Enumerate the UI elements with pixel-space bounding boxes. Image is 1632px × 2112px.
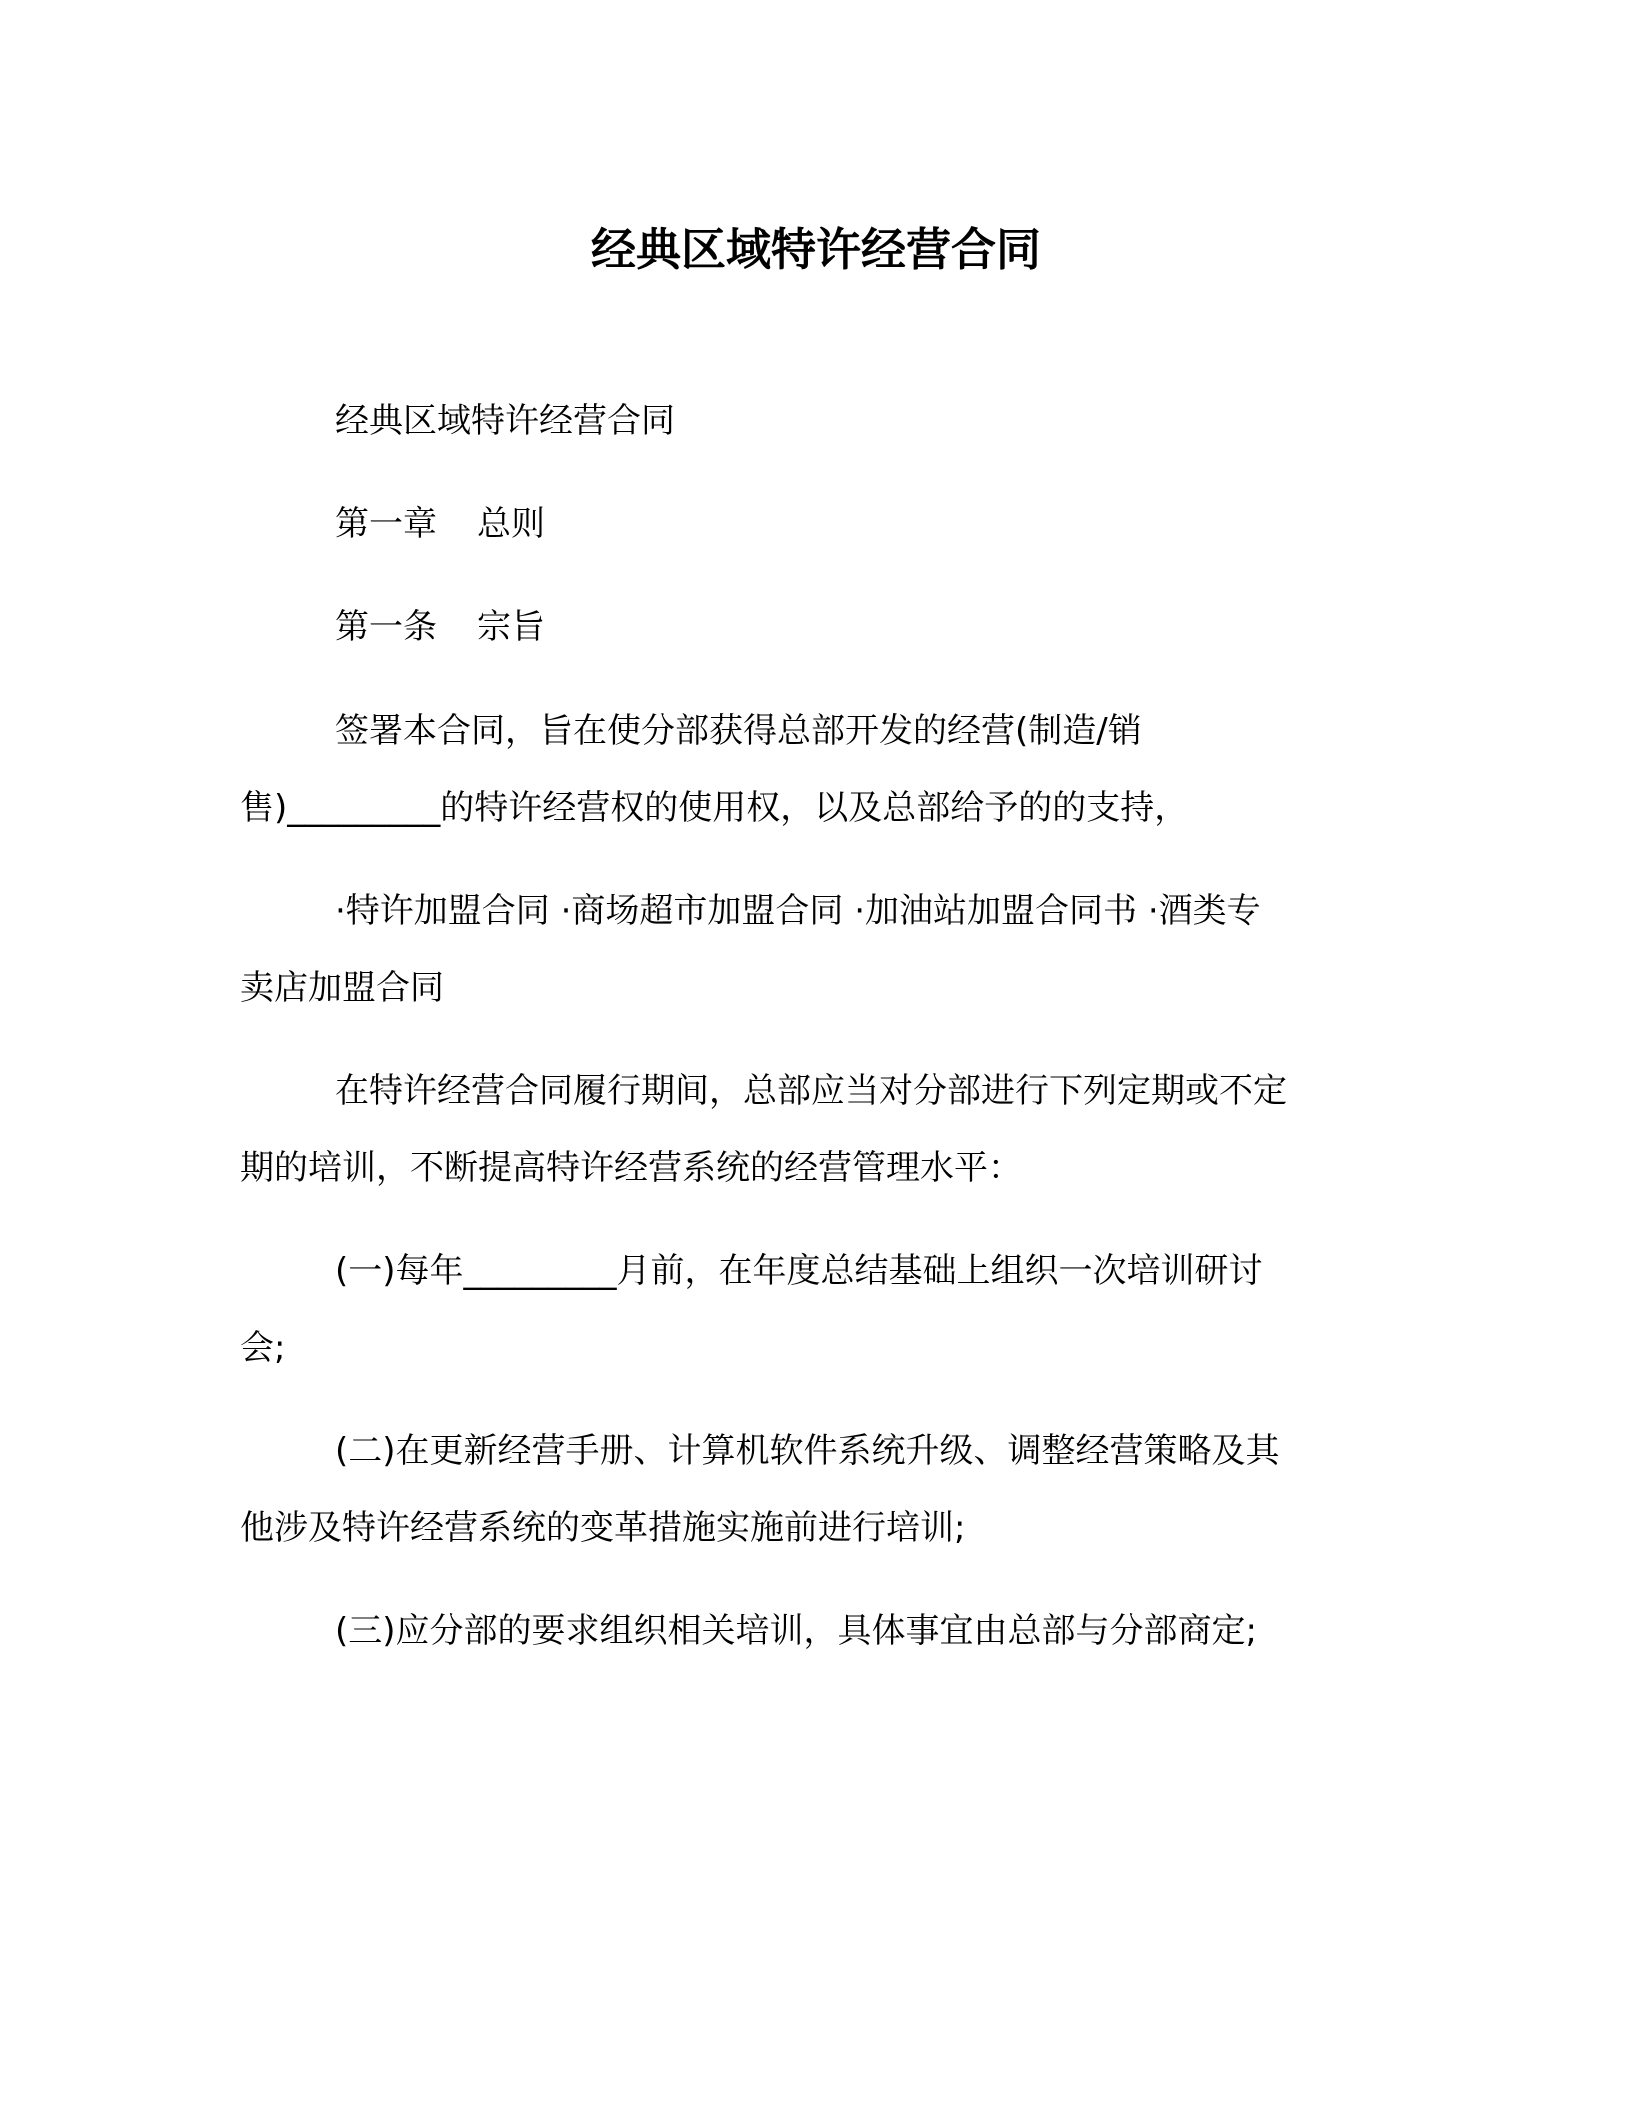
document-title: 经典区域特许经营合同	[590, 223, 1041, 276]
paragraph-line: (二)在更新经营手册、计算机软件系统升级、调整经营策略及其	[335, 1431, 1280, 1471]
document-subtitle: 经典区域特许经营合同	[335, 401, 675, 441]
paragraph-line: 他涉及特许经营系统的变革措施实施前进行培训;	[240, 1508, 966, 1548]
paragraph-line: 签署本合同，旨在使分部获得总部开发的经营(制造/销	[335, 711, 1142, 751]
article-name: 宗旨	[477, 607, 545, 647]
article-number: 第一条	[335, 607, 437, 647]
paragraph-line: ·特许加盟合同 ·商场超市加盟合同 ·加油站加盟合同书 ·酒类专	[335, 891, 1261, 931]
article-heading	[335, 602, 545, 652]
paragraph-line: (一)每年_________月前，在年度总结基础上组织一次培训研讨	[335, 1251, 1263, 1291]
paragraph-line: 会;	[240, 1328, 286, 1368]
paragraph-line: 售)_________的特许经营权的使用权，以及总部给予的的支持，	[240, 788, 1189, 828]
chapter-heading	[335, 499, 545, 549]
paragraph-line: (三)应分部的要求组织相关培训，具体事宜由总部与分部商定;	[335, 1611, 1257, 1651]
chapter-name: 总则	[477, 504, 545, 544]
paragraph-line: 在特许经营合同履行期间，总部应当对分部进行下列定期或不定	[335, 1071, 1287, 1111]
paragraph-line: 卖店加盟合同	[240, 968, 444, 1008]
paragraph-line: 期的培训，不断提高特许经营系统的经营管理水平：	[240, 1148, 1022, 1188]
chapter-number: 第一章	[335, 504, 437, 544]
